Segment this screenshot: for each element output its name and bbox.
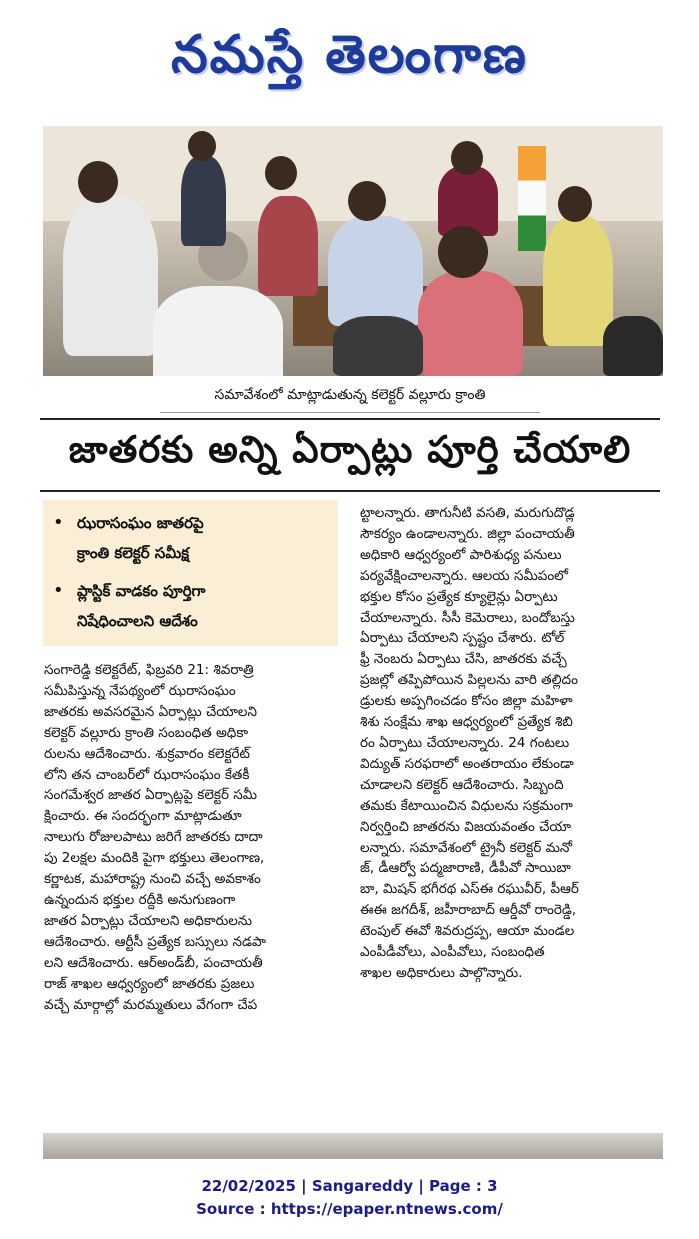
article-line: చూడాలని కలెక్టర్ ఆదేశించారు. సిబ్బంది [360,776,564,793]
article-line: సమీపిస్తున్న నేపథ్యంలో ఝరాసంఘం [44,682,236,699]
footer-source: Source : https://epaper.ntnews.com/ [196,1200,503,1218]
article-line: భక్తుల కోసం ప్రత్యేక క్యూలైన్లు ఏర్పాటు [360,588,558,605]
article-line: క్షించారు. ఈ సందర్భంగా మాట్లాడుతూ [44,808,242,825]
article-line: పర్యవేక్షించాలన్నారు. ఆలయ సమీపంలో [360,567,569,584]
article-line: జాతరకు అవసరమైన ఏర్పాట్లు చేయాలని [44,703,257,720]
bullet-line: క్రాంతి కలెక్టర్ సమీక్ష [77,544,190,562]
article-line: చేయాలన్నారు. సీసీ కెమెరాలు, బందోబస్తు [360,609,575,626]
article-line: ఉన్నందున భక్తుల రద్దీకి అనుగుణంగా [44,891,236,908]
bullet-line: నిషేధించాలని ఆదేశం [77,612,198,630]
article-line: నాలుగు రోజులపాటు జరిగే జాతరకు దాదా [44,829,263,846]
article-line: శిశు సంక్షేమ శాఖ ఆధ్వర్యంలో ప్రత్యేక శిబి [360,714,573,731]
article-line: ట్టాలన్నారు. తాగునీటి వసతి, మరుగుదొడ్ల [360,505,575,521]
bullet-item [53,508,328,568]
article-line: సంగమేశ్వర జాతర ఏర్పాట్లపై కలెక్టర్ సమీ [44,787,258,804]
article-line: వచ్చే మార్గాల్లో మరమ్మతులు వేగంగా చేప [44,996,258,1013]
article-column-2 [360,503,658,984]
article-line: లన్నారు. సమావేశంలో ట్రైనీ కలెక్టర్ మనో [360,839,573,856]
article-line: ఫ్రీ నెంబరు ఏర్పాటు చేసి, జాతరకు వచ్చే [360,651,567,668]
highlight-box [43,500,338,646]
article-column-1 [44,660,336,1015]
article-line: ఈఈ జగదీశ్, జహీరాబాద్ ఆర్డీవో రాంరెడ్డి, [360,902,577,919]
footer-date-edition: 22/02/2025 | Sangareddy | Page : 3 [201,1177,498,1195]
article-line: లని ఆదేశించారు. ఆర్అండ్‌బీ, పంచాయతీ [44,954,263,971]
article-line: శాఖల అధికారులు పాల్గొన్నారు. [360,964,523,981]
article-line: కలెక్టర్ వల్లూరు క్రాంతి సంబంధిత అధికా [44,724,249,741]
article-line: బా, మిషన్ భగీరథ ఎస్ఈ రఘువీర్, పీఆర్ [360,881,579,898]
bullet-line: ఝరాసంఘం జాతరపై [77,514,204,532]
news-photo [43,126,663,376]
article-line: జ్, డీఆర్వో పద్మజారాణి, డీపీవో సాయిబా [360,860,571,877]
bullet-item [53,576,328,636]
article-line: నిర్వర్తించి జాతరను విజయవంతం చేయా [360,818,572,835]
next-article-photo-strip [43,1133,663,1159]
article-line: సౌకర్యం ఉండాలన్నారు. జిల్లా పంచాయతీ [360,525,575,542]
article-line: జాతర ఏర్పాట్లు చేయాలని అధికారులను [44,912,253,929]
article-line: సంగారెడ్డి కలెక్టరేట్, ఫిబ్రవరి 21: శివరాత్రి [44,662,254,678]
article-line: రులను ఆదేశించారు. శుక్రవారం కలెక్టరేట్ [44,745,250,762]
bullet-line: ప్లాస్టిక్ వాడకం పూర్తిగా [77,582,206,600]
bullet-dot: • [53,512,64,533]
article-line: లోని తన చాంబర్‌లో ఝరాసంఘం కేతకీ [44,766,250,783]
headline: జాతరకు అన్ని ఏర్పాట్లు పూర్తి చేయాలి [68,428,632,471]
article-line: రం ఏర్పాటు చేయాలన్నారు. 24 గంటలు [360,734,570,751]
masthead-logo [0,0,699,122]
article-line: ప్రజల్లో తప్పిపోయిన పిల్లలను వారి తల్లిదం [360,672,578,689]
article-line: ఎంపీడీవోలు, ఎంపీవోలు, సంబంధిత [360,944,545,961]
masthead-title: నమస్తే తెలంగాణ [171,24,528,85]
article-line: ఏర్పాటు చేయాలని స్పష్టం చేశారు. టోల్ [360,630,565,647]
photo-caption: సమావేశంలో మాట్లాడుతున్న కలెక్టర్ వల్లూరు క్రాంతి [160,380,540,413]
article-line: పు 2లక్షల మందికి పైగా భక్తులు తెలంగాణ, [44,850,265,867]
article-line: విద్యుత్ సరఫరాలో అంతరాయం లేకుండా [360,755,574,772]
article-line: ఆదేశించారు. ఆర్టీసీ ప్రత్యేక బస్సులు నడపా [44,933,266,950]
bullet-dot: • [53,580,64,601]
headline-bottom-rule [40,490,660,492]
article-line: డ్రులకు అప్పగించడం కోసం జిల్లా మహిళా [360,693,573,710]
article-line: రాజ్ శాఖల ఆధ్వర్యంలో జాతరకు ప్రజలు [44,975,255,992]
article-line: తమకు కేటాయించిన విధులను సక్రమంగా [360,797,573,814]
flag-graphic [518,146,546,251]
article-line: అధికారి ఆధ్వర్యంలో పారిశుధ్య పనులు [360,546,562,563]
article-line: కర్ణాటక, మహారాష్ట్ర నుంచి వచ్చే అవకాశం [44,871,261,888]
article-line: టెంపుల్ ఈవో శివరుద్రప్ప, ఆయా మండల [360,923,575,940]
